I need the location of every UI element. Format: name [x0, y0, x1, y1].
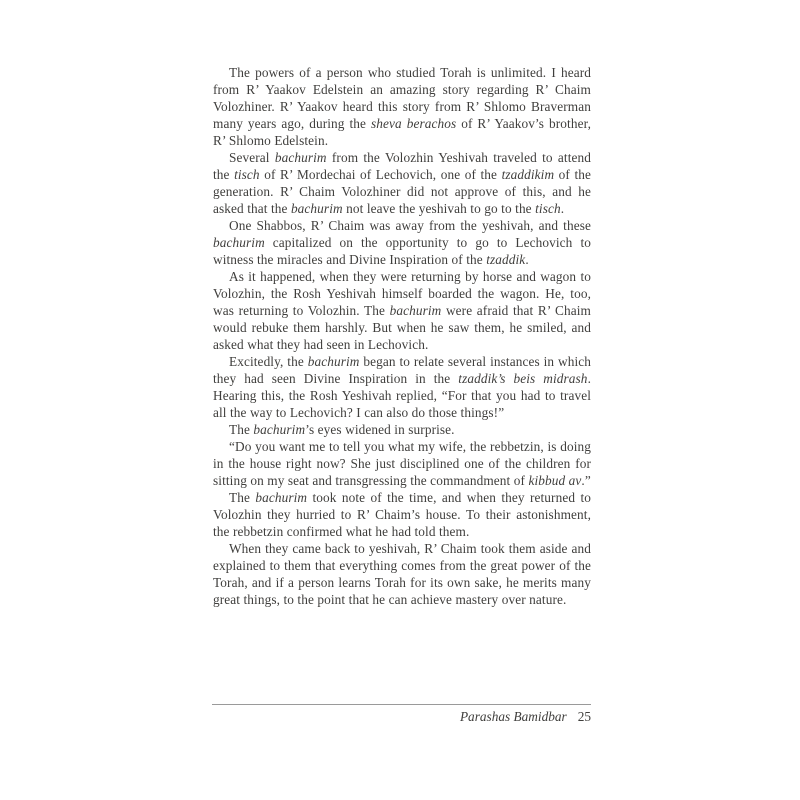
paragraph: The bachurim took note of the time, and when they returned to Volozhin they hurried to R’ Chaim’s house. To their astonishment, the rebbetzin confirmed what he had told them.: [213, 490, 591, 539]
paragraph: The powers of a person who studied Torah is unlimited. I heard from R’ Yaakov Edelstein an amazing story regarding R’ Chaim Volozhiner. R’ Yaakov heard this story from R’ Shlomo Braverman many years ago, during the sheva berachos of R’ Yaakov’s brother, R’ Shlomo Edelstein.: [213, 65, 592, 148]
body-text: [213, 64, 591, 608]
paragraph: Excitedly, the bachurim began to relate several instances in which they had seen Divine Inspiration in the tzaddik’s beis midrash. Hearing this, the Rosh Yeshivah replied, “For that you had to travel all the way to Lechovich? I can also do those things!”: [213, 354, 591, 420]
running-footer: [212, 705, 591, 725]
page-footer: [212, 704, 591, 725]
paragraph: As it happened, when they were returning by horse and wagon to Volozhin, the Rosh Yeshivah himself boarded the wagon. He, too, was returning to Volozhin. The bachurim were afraid that R’ Chaim would rebuke them harshly. But when he saw them, he smiled, and asked what they had seen in Lechovich.: [213, 269, 591, 352]
page-number: 25: [577, 709, 591, 724]
paragraph: “Do you want me to tell you what my wife, the rebbetzin, is doing in the house right now? She just disciplined one of the children for sitting on my seat and transgressing the commandment of kibbud av.”: [213, 439, 591, 488]
paragraph: When they came back to yeshivah, R’ Chaim took them aside and explained to them that everything comes from the great power of the Torah, and if a person learns Torah for its own sake, he merits many great things, to the point that he can achieve mastery over nature.: [213, 541, 591, 607]
paragraph: One Shabbos, R’ Chaim was away from the yeshivah, and these bachurim capitalized on the opportunity to go to Lechovich to witness the miracles and Divine Inspiration of the tzaddik.: [213, 218, 591, 267]
paragraph: Several bachurim from the Volozhin Yeshivah traveled to attend the tisch of R’ Mordechai of Lechovich, one of the tzaddikim of the generation. R’ Chaim Volozhiner did not approve of this, and he asked that the bachurim not leave the yeshivah to go to the tisch.: [213, 150, 592, 216]
section-title: Parashas Bamidbar: [459, 709, 567, 724]
paragraph: The bachurim’s eyes widened in surprise.: [229, 422, 455, 437]
